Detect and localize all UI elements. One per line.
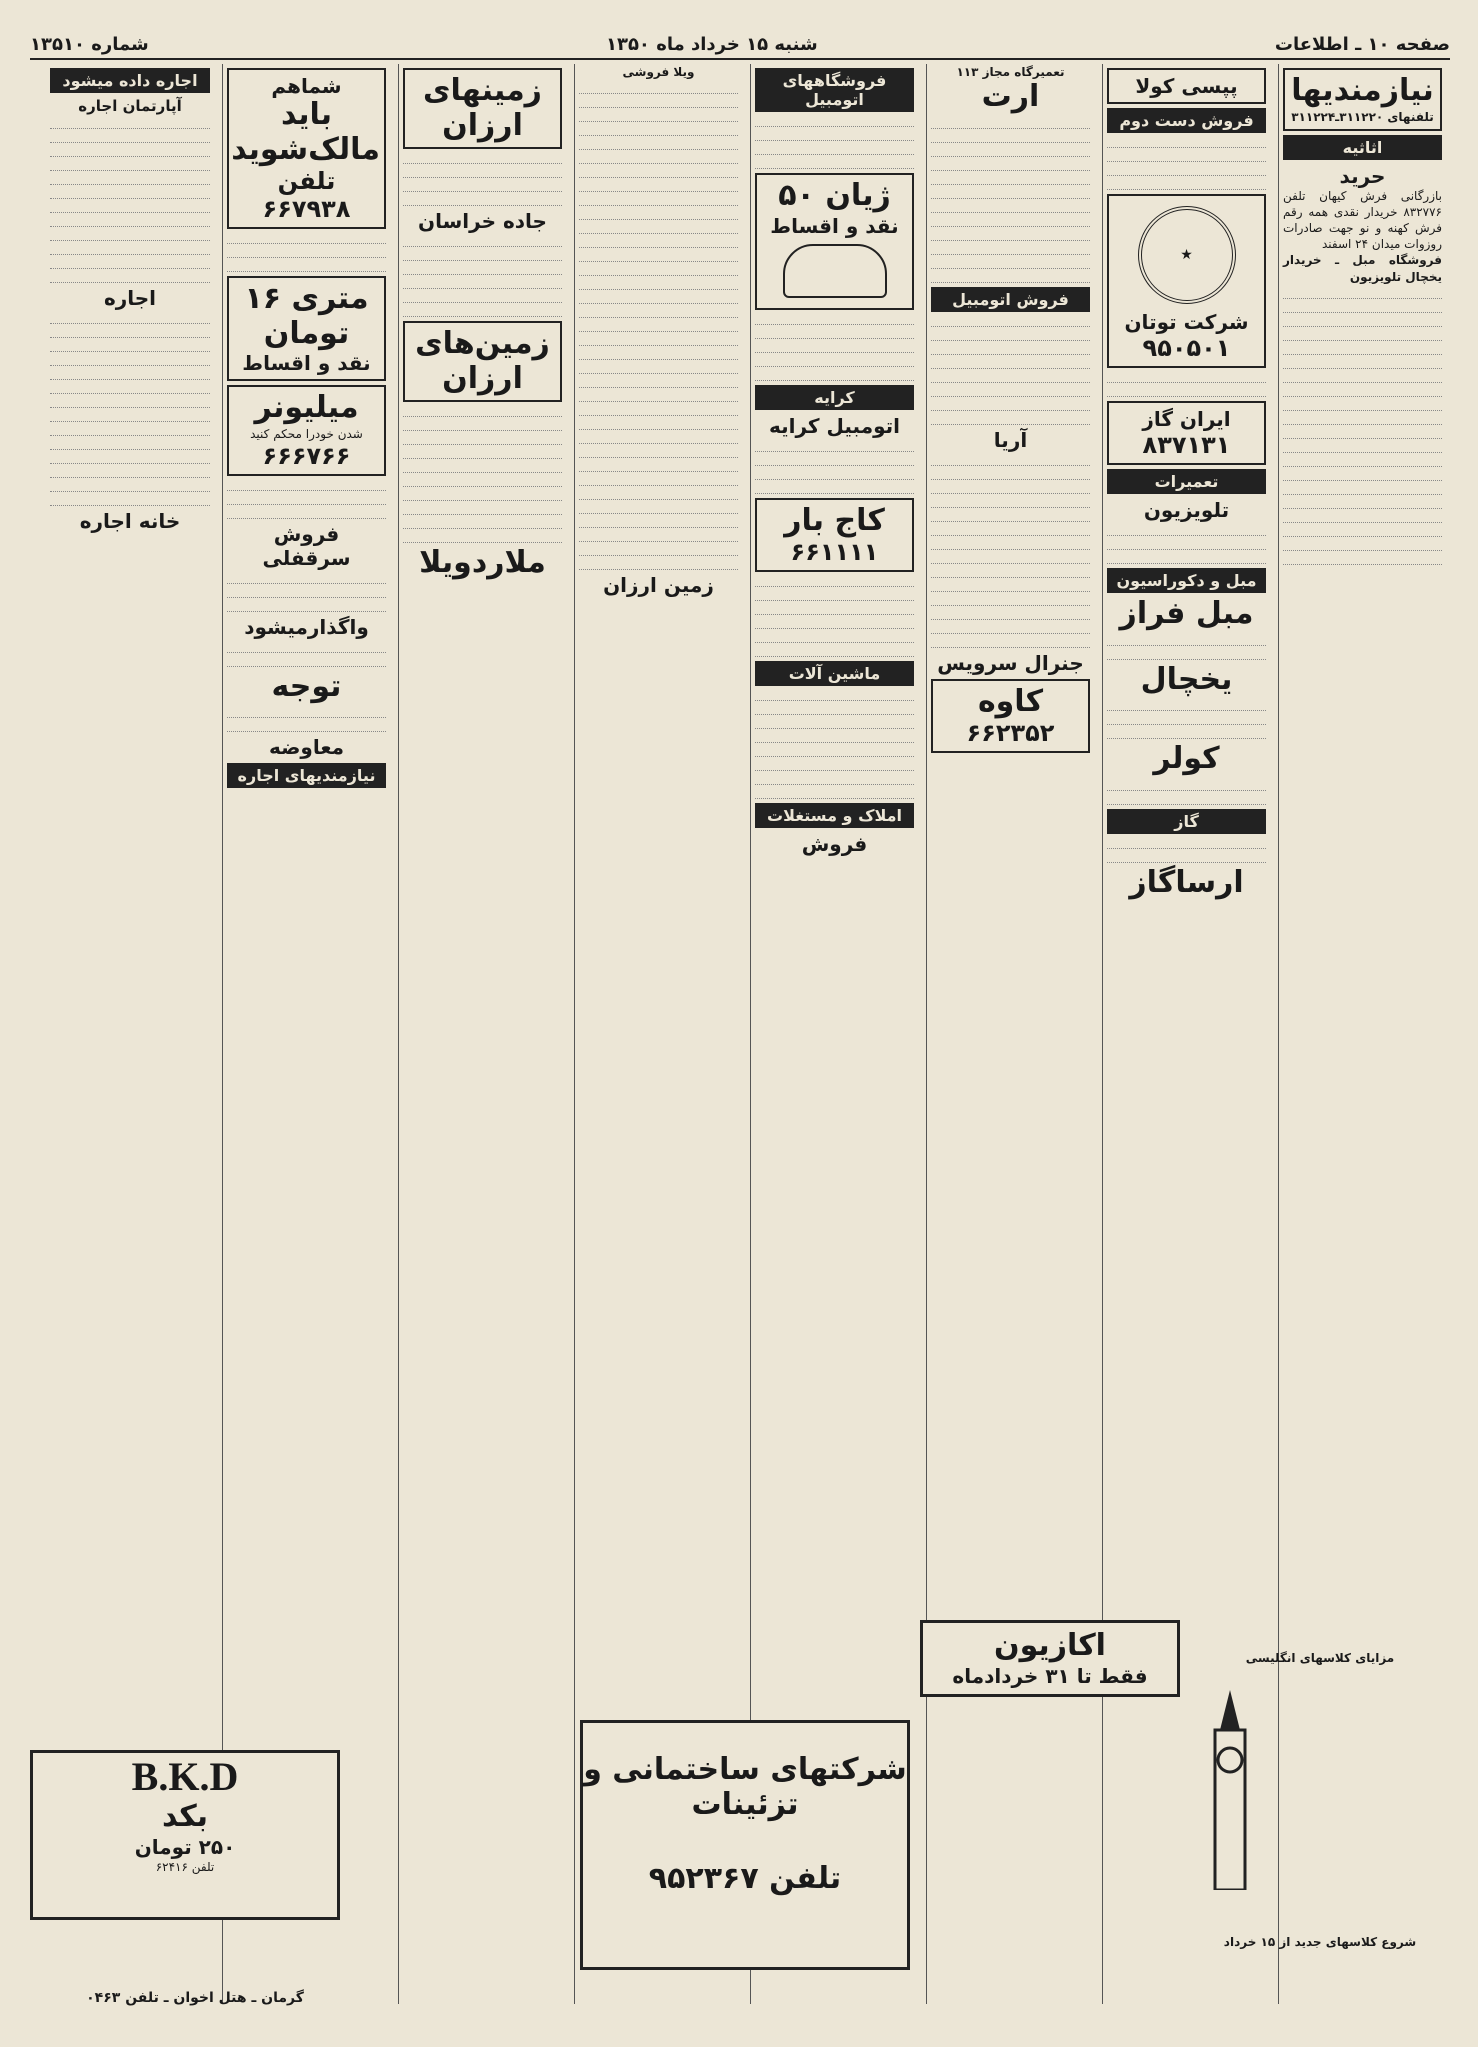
ad-zhiyan-title: ژیان ۵۰ [778,178,891,213]
ad-zhiyan-sub: نقد و اقساط [770,213,899,238]
classifieds-title-box [1283,68,1442,131]
ad-kajbar-phone: ۶۶۱۱۱۱ [790,538,879,566]
classifieds-phones: تلفنهای ۳۱۱۲۲۰ـ۳۱۱۲۲۴ [1291,109,1434,124]
section-car-dealers: فروشگاههای اتومبیل [755,68,914,112]
heading-arsagaz: ارساگاز [1129,864,1244,900]
ad-bkd [30,1750,340,1920]
ad-irangaz-phone: ۸۳۷۱۳۱ [1142,431,1231,459]
footer-hotel: گرمان ـ هتل اخوان ـ تلفن ۰۴۶۳ [86,1990,304,2006]
column-8 [46,64,214,2004]
issue-date: شنبه ۱۵ خرداد ماه ۱۳۵۰ [605,33,818,55]
ad-akazion-title: اکازیون [994,1628,1106,1663]
ad-tootan-name: شرکت توتان [1124,310,1249,334]
ad-millionaire-sub: شدن خودرا محکم کنید [250,426,363,441]
ad-price-value: متری ۱۶ تومان [244,281,369,351]
ad-kaveh-phone: ۶۶۲۳۵۲ [966,719,1055,748]
classifieds-title: نیازمندیها [1291,73,1434,108]
ad-akazion-dates: فقط تا ۳۱ خردادماه [952,1663,1148,1688]
ad-millionaire-title: میلیونر [254,390,359,425]
heading-buy: حرید [1339,163,1386,188]
ad-owner-head: شماهم [271,74,342,98]
heading-exchange: معاوضه [268,735,345,760]
ad-kajbar [755,498,914,573]
heading-fridge: یخچال [1140,661,1233,697]
section-furniture: اثاثیه [1283,135,1442,160]
ad-english-foot: شروع کلاسهای جدید از ۱۵ خرداد [1223,1934,1417,1949]
ad-sub: فروشگاه مبل ـ خریدار یخچال تلویزیون [1283,253,1442,284]
heading-apartment-rent: آپارتمان اجاره [78,97,182,115]
ad-owner-title: باید مالک‌شوید [231,97,380,167]
heading-land-cheap: زمین ارزان [603,573,714,598]
issue-number: شماره ۱۳۵۱۰ [30,33,149,55]
ad-owner-phone: تلفن ۶۶۷۹۳۸ [262,167,351,223]
section-rental-needs: نیازمندیهای اجاره [227,763,386,788]
heading-malard-villa: ملاردویلا [419,545,546,580]
ad-millionaire [227,385,386,476]
heading-car-rent: اتومبیل کرایه [769,413,900,438]
ad-tootan-phone: ۹۵۰۵۰۱ [1142,334,1231,362]
tootan-logo-icon: ★ [1138,206,1236,304]
column-3 [926,64,1094,2004]
section-furniture-decor: مبل و دکوراسیون [1107,568,1266,593]
ad-pepsi-brand: پپسی کولا [1135,74,1238,98]
heading-cooler: کولر [1153,741,1220,776]
car-icon [783,244,887,298]
page-number: صفحه ۱۰ ـ اطلاعات [1274,33,1450,55]
column-6 [398,64,566,2004]
ad-pepsi [1107,68,1266,104]
section-rent: کرایه [755,385,914,410]
ad-construction [580,1720,910,1970]
heading-khorasan-road: جاده خراسان [418,209,547,233]
ad-text: بازرگانی فرش کیهان تلفن ۸۳۲۷۷۶ خریدار نقدی همه رقم فرش کهنه و نو جهت صادرات روزوات میدان ۲۴ اسفند [1283,188,1442,252]
section-gas: گاز [1107,809,1266,834]
heading-villa-sale: ویلا فروشی [622,65,695,79]
column-5 [574,64,742,2004]
heading-house-rent: خانه اجاره [79,509,181,533]
ad-kajbar-name: کاج بار [784,502,885,538]
section-repairs: تعمیرات [1107,469,1266,494]
ad-cheap-lands-2-title: زمین‌های ارزان [415,326,550,396]
ad-english-classes [1190,1650,1450,1950]
ad-english-head: مزایای کلاسهای انگلیسی [1245,1651,1395,1665]
ad-price-sub: نقد و اقساط [242,351,371,375]
heading-sale: فروش [801,832,868,856]
ad-kaveh-name: کاوه [977,683,1044,719]
ad-bkd-brand: B.K.D [131,1754,239,1799]
ad-millionaire-phone: ۶۶۶۷۶۶ [262,441,351,470]
heading-goodwill-sale: فروش سرقفلی [262,521,351,570]
page-header [30,30,1450,60]
heading-transfer: واگذارمیشود [244,614,369,639]
ad-irangaz [1107,401,1266,465]
ad-cheap-land [403,68,562,149]
ad-bkd-brand-fa: بکد [161,1799,209,1834]
heading-tv: تلویزیون [1143,498,1230,522]
heading-attention: توجه [271,668,342,704]
ad-owner [227,68,386,229]
heading-arya: آریا [993,427,1028,452]
ad-akazion [920,1620,1180,1697]
section-used: فروش دست دوم [1107,108,1266,133]
ad-cheap-land-title: زمینهای ارزان [423,73,542,143]
ad-construction-title: شرکتهای ساختمانی و تزئینات [583,1752,907,1822]
heading-general-service: جنرال سرویس [937,650,1084,675]
column-7 [222,64,390,2004]
ad-cheap-lands-2 [403,321,562,402]
section-real-estate: املاک و مستغلات [755,803,914,828]
heading-rent: اجاره [103,286,157,310]
ad-bkd-price: ۲۵۰ تومان [134,1834,236,1859]
section-machinery: ماشین آلات [755,661,914,686]
repair-shop-head: تعمیرگاه مجاز ۱۱۳ [956,65,1065,79]
ad-bkd-phone: تلفن ۶۲۴۱۶ [155,1859,215,1874]
ad-construction-phone: تلفن ۹۵۲۳۶۷ [648,1861,842,1896]
clock-tower-icon [1190,1690,1270,1890]
ad-art-brand: ارت [981,79,1040,115]
ad-price [227,276,386,381]
ad-kaveh [931,679,1090,754]
ad-tootan [1107,194,1266,368]
section-car-sale: فروش اتومبیل [931,287,1090,312]
ad-zhiyan [755,173,914,310]
ad-irangaz-name: ایران گاز [1142,407,1231,431]
section-for-rent: اجاره داده میشود [50,68,210,93]
column-4 [750,64,918,2004]
heading-mobl-faraz: مبل فراز [1119,596,1254,631]
